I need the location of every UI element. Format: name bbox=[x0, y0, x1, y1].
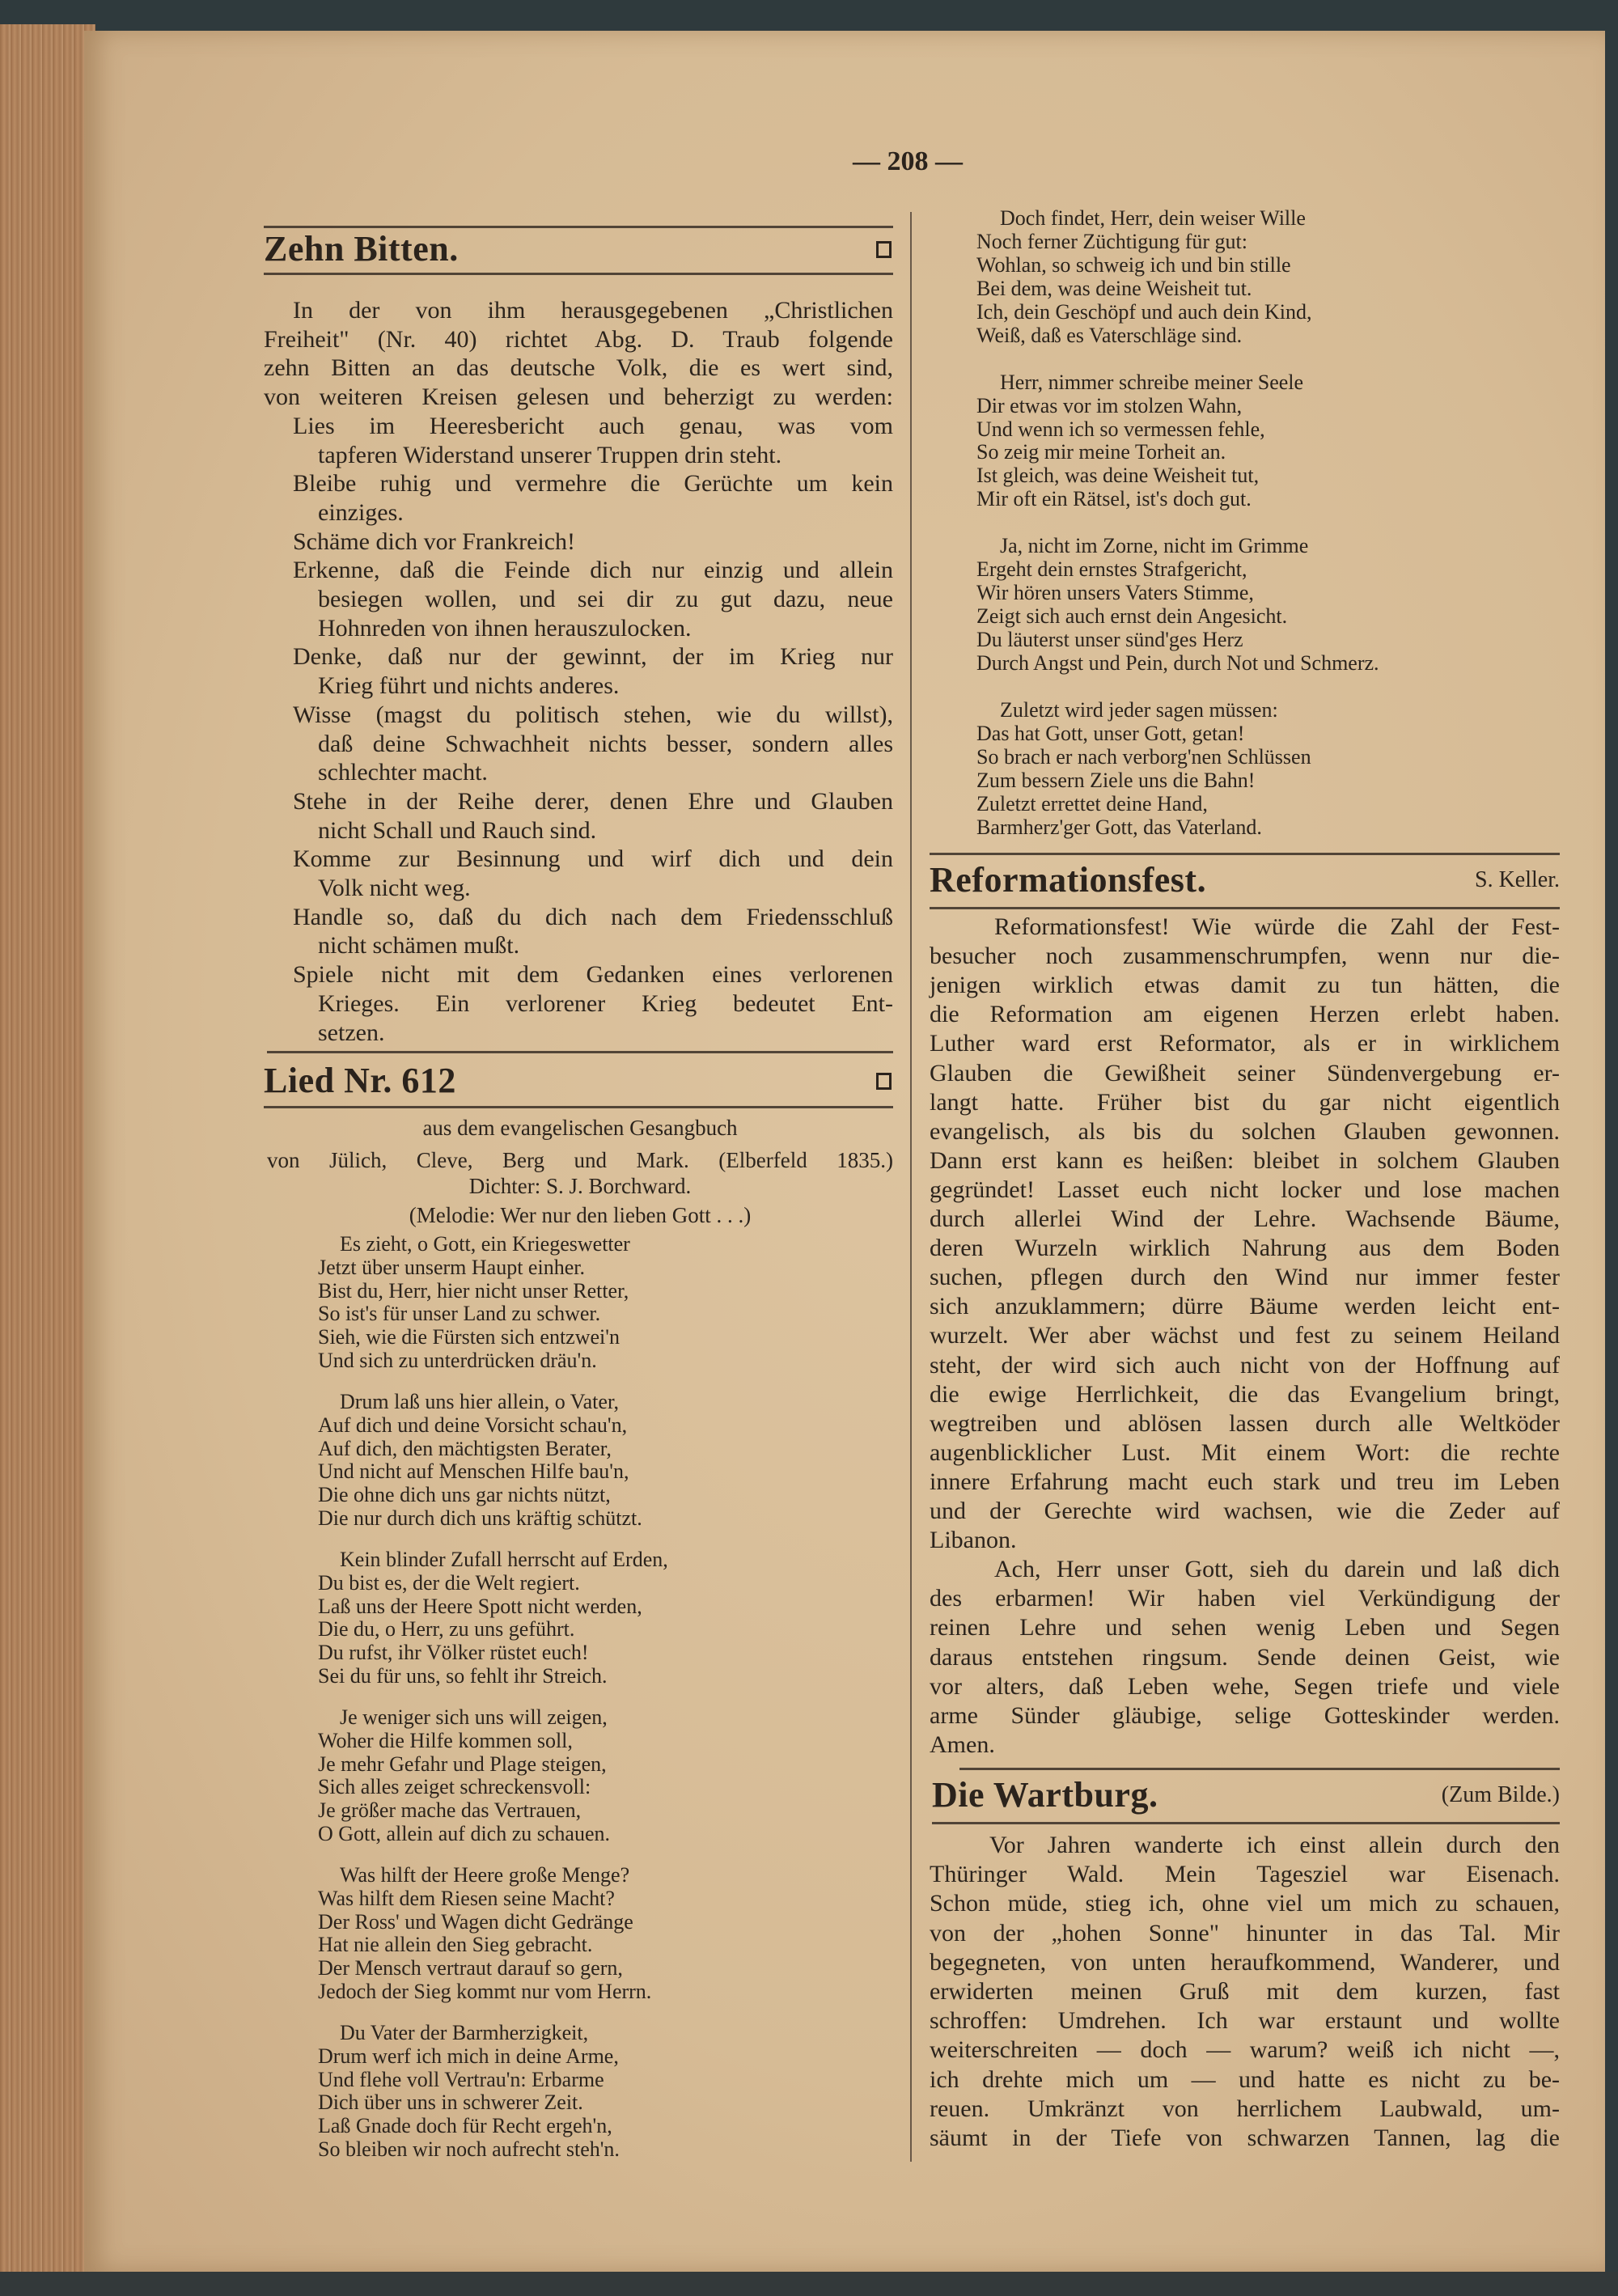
bitte-line: Krieges. Ein verlorener Krieg bedeutet Ent- bbox=[318, 989, 893, 1017]
song-verse-line: Doch findet, Herr, dein weiser Wille bbox=[1000, 206, 1306, 230]
bitte-line: Stehe in der Reihe derer, denen Ehre und Glauben bbox=[293, 787, 893, 815]
song-subtitle-line: von Jülich, Cleve, Berg und Mark. (Elberfeld 1835.) bbox=[267, 1148, 893, 1172]
bitte-line: Volk nicht weg. bbox=[318, 875, 471, 901]
wartburg-line: säumt in der Tiefe von schwarzen Tannen, lag die bbox=[930, 2124, 1560, 2151]
song-verse-line: Laß Gnade doch für Recht ergeh'n, bbox=[318, 2114, 612, 2138]
section-rule bbox=[930, 907, 1560, 909]
song-verse-line: Auf dich und deine Vorsicht schau'n, bbox=[318, 1413, 628, 1437]
reformationsfest-line: innere Erfahrung macht euch stark und treu im Leben bbox=[930, 1468, 1560, 1495]
wartburg-line: begegneten, von unten heraufkommend, Wanderer, und bbox=[930, 1948, 1560, 1976]
song-verse-line: Ja, nicht im Zorne, nicht im Grimme bbox=[1000, 534, 1309, 558]
bitte-line: tapferen Widerstand unserer Truppen drin steht. bbox=[318, 441, 782, 468]
reformationsfest-line: durch allerlei Wind der Lehre. Wachsende Bäume, bbox=[930, 1205, 1560, 1232]
song-verse-line: Du rufst, ihr Völker rüstet euch! bbox=[318, 1641, 589, 1665]
song-verse-line: Je weniger sich uns will zeigen, bbox=[340, 1705, 608, 1729]
song-verse-line: Auf dich, den mächtigsten Berater, bbox=[318, 1436, 612, 1460]
song-verse-line: Barmherz'ger Gott, das Vaterland. bbox=[976, 815, 1262, 839]
song-verse-line: Je mehr Gefahr und Plage steigen, bbox=[318, 1752, 607, 1776]
article-note: (Zum Bilde.) bbox=[1441, 1782, 1560, 1807]
intro-line: zehn Bitten an das deutsche Volk, die es wert sind, bbox=[264, 354, 893, 382]
song-verse-line: Das hat Gott, unser Gott, getan! bbox=[976, 722, 1245, 745]
wartburg-line: Vor Jahren wanderte ich einst allein durch den bbox=[989, 1832, 1560, 1858]
reformationsfest-line: Libanon. bbox=[930, 1527, 1017, 1554]
page-number: — 208 — bbox=[853, 146, 963, 176]
article-title-wartburg: Die Wartburg. bbox=[932, 1775, 1158, 1815]
song-verse-line: Wohlan, so schweig ich und bin stille bbox=[976, 252, 1291, 277]
bitte-line: Handle so, daß du dich nach dem Friedensschluß bbox=[293, 903, 893, 930]
song-subtitle-line: Dichter: S. J. Borchward. bbox=[468, 1174, 692, 1198]
song-verse-line: Jedoch der Sieg kommt nur vom Herrn. bbox=[318, 1980, 652, 2003]
song-verse-line: So zeig mir meine Torheit an. bbox=[976, 440, 1226, 464]
bitte-line: Denke, daß nur der gewinnt, der im Krieg nur bbox=[293, 643, 893, 671]
reformationsfest-line: vor alters, daß Leben wehe, Segen triefe und viele bbox=[930, 1672, 1560, 1700]
song-verse-line: Was hilft der Heere große Menge? bbox=[340, 1863, 630, 1887]
reformationsfest-line: suchen, pflegen durch den Wind nur immer fester bbox=[930, 1264, 1560, 1291]
song-subtitle-line: aus dem evangelischen Gesangbuch bbox=[422, 1116, 738, 1140]
reformationsfest-line: Ach, Herr unser Gott, sieh du darein und laß dich bbox=[994, 1556, 1560, 1583]
reformationsfest-line: Amen. bbox=[930, 1730, 995, 1758]
wartburg-line: ich drehte mich um — und hatte es nicht zu be- bbox=[930, 2065, 1560, 2093]
book-page-edges bbox=[0, 24, 95, 2281]
intro-line: Freiheit" (Nr. 40) richtet Abg. D. Traub folgende bbox=[264, 325, 893, 353]
song-verse-line: Hat nie allein den Sieg gebracht. bbox=[318, 1933, 593, 1957]
reformationsfest-line: jenigen wirklich etwas damit zu tun hätten, die bbox=[930, 972, 1560, 999]
song-verse-line: Herr, nimmer schreibe meiner Seele bbox=[1000, 370, 1304, 394]
wartburg-line: erwiderten meinen Gruß mit dem kurzen, fast bbox=[930, 1978, 1560, 2005]
reformationsfest-line: Glauben die Gewißheit seiner Sündenvergebung er- bbox=[930, 1059, 1560, 1087]
reformationsfest-line: und der Gerechte wird wachsen, wie die Zeder auf bbox=[930, 1497, 1560, 1524]
song-verse-line: Drum laß uns hier allein, o Vater, bbox=[340, 1390, 620, 1413]
intro-line: In der von ihm herausgegebenen „Christlichen bbox=[293, 297, 893, 324]
song-verse-line: Was hilft dem Riesen seine Macht? bbox=[318, 1886, 615, 1910]
reformationsfest-line: reinen Lehre und sehen wenig Leben und Segen bbox=[930, 1614, 1560, 1642]
song-verse-line: Und nicht auf Menschen Hilfe bau'n, bbox=[318, 1459, 629, 1484]
reformationsfest-line: Reformationsfest! Wie würde die Zahl der Fest- bbox=[994, 913, 1560, 940]
reformationsfest-line: langt hatte. Früher bist du gar nicht eigentlich bbox=[930, 1088, 1560, 1116]
bitte-line: Bleibe ruhig und vermehre die Gerüchte um kein bbox=[293, 470, 893, 498]
song-verse-line: Weiß, daß es Vaterschläge sind. bbox=[976, 323, 1243, 347]
song-verse-line: Dir etwas vor im stolzen Wahn, bbox=[976, 393, 1243, 417]
song-verse-line: Der Ross' und Wagen dicht Gedränge bbox=[318, 1909, 633, 1934]
song-verse-line: Sieh, wie die Fürsten sich entzwei'n bbox=[318, 1325, 620, 1349]
song-verse-line: Die nur durch dich uns kräftig schützt. bbox=[318, 1506, 642, 1530]
reformationsfest-line: augenblicklicher Lust. Mit einem Wort: die rechte bbox=[930, 1438, 1560, 1466]
song-verse-line: So brach er nach verborg'nen Schlüssen bbox=[976, 744, 1311, 769]
section-rule bbox=[930, 853, 1560, 855]
reformationsfest-line: Luther ward erst Reformator, als er in wirklichem bbox=[930, 1030, 1560, 1057]
wartburg-line: schroffen: Umdrehen. Ich war erstaunt und wollte bbox=[930, 2007, 1560, 2035]
wartburg-line: Schon müde, stieg ich, ohne viel um mich zu schauen, bbox=[930, 1890, 1560, 1917]
box-ornament-icon bbox=[876, 241, 892, 258]
song-verse-line: Sich alles zeiget schreckensvoll: bbox=[318, 1775, 591, 1799]
song-verse-line: Je größer mache das Vertrauen, bbox=[318, 1798, 582, 1823]
wartburg-line: reuen. Umkränzt von herrlichem Laubwald, um- bbox=[930, 2095, 1560, 2122]
song-verse-line: Durch Angst und Pein, durch Not und Schmerz. bbox=[976, 650, 1379, 675]
article-title-lied: Lied Nr. 612 bbox=[264, 1061, 456, 1100]
wartburg-line: weiterschreiten — doch — warum? weiß ich nicht —, bbox=[930, 2036, 1560, 2064]
intro-line: von weiteren Kreisen gelesen und beherzigt zu werden: bbox=[264, 383, 893, 411]
reformationsfest-line: wegtreiben und ablösen lassen durch alle Weltköder bbox=[930, 1409, 1560, 1437]
bitte-line: daß deine Schwachheit nichts besser, sondern alles bbox=[318, 730, 893, 757]
song-verse-line: O Gott, allein auf dich zu schauen. bbox=[318, 1822, 610, 1845]
reformationsfest-line: sich anzuklammern; dürre Bäume werden leicht ent- bbox=[930, 1293, 1560, 1320]
song-verse-line: Noch ferner Züchtigung für gut: bbox=[976, 229, 1248, 253]
column-divider bbox=[910, 212, 912, 2162]
bitte-line: Komme zur Besinnung und wirf dich und dein bbox=[293, 845, 893, 873]
reformationsfest-line: wurzelt. Wer aber wächst und fest zu seinem Heiland bbox=[930, 1322, 1560, 1349]
bitte-line: nicht Schall und Rauch sind. bbox=[318, 816, 597, 844]
song-verse-line: Sei du für uns, so fehlt ihr Streich. bbox=[318, 1664, 608, 1688]
song-verse-line: Laß uns der Heere Spott nicht werden, bbox=[318, 1594, 642, 1618]
bitte-line: Erkenne, daß die Feinde dich nur einzig und allein bbox=[293, 557, 893, 584]
song-verse-line: Bist du, Herr, hier nicht unser Retter, bbox=[318, 1278, 629, 1303]
song-subtitle-line: (Melodie: Wer nur den lieben Gott . . .) bbox=[409, 1203, 752, 1227]
song-verse-line: So bleiben wir noch aufrecht steh'n. bbox=[318, 2137, 620, 2161]
song-verse-line: Dich über uns in schwerer Zeit. bbox=[318, 2091, 583, 2115]
song-verse-line: Du bist es, der die Welt regiert. bbox=[318, 1570, 580, 1595]
wartburg-line: Thüringer Wald. Mein Tagesziel war Eisenach. bbox=[930, 1861, 1560, 1888]
song-verse-line: Mir oft ein Rätsel, ist's doch gut. bbox=[976, 487, 1252, 511]
song-verse-line: Kein blinder Zufall herrscht auf Erden, bbox=[340, 1548, 668, 1571]
reformationsfest-line: deren Wurzeln wirklich Nahrung aus dem Boden bbox=[930, 1235, 1560, 1262]
article-author: S. Keller. bbox=[1475, 867, 1560, 892]
song-verse-line: Die du, o Herr, zu uns geführt. bbox=[318, 1617, 575, 1642]
song-verse-line: Zuletzt wird jeder sagen müssen: bbox=[1000, 698, 1278, 722]
box-ornament-icon bbox=[876, 1073, 892, 1090]
bitte-line: Spiele nicht mit dem Gedanken eines verlorenen bbox=[293, 961, 893, 989]
section-rule bbox=[959, 1768, 1560, 1770]
song-verse-line: Wir hören unsers Vaters Stimme, bbox=[976, 581, 1254, 605]
bitte-line: Wisse (magst du politisch stehen, wie du willst), bbox=[293, 701, 893, 728]
reformationsfest-line: des erbarmen! Wir haben viel Verkündigung der bbox=[930, 1585, 1560, 1612]
song-verse-line: Und flehe voll Vertrau'n: Erbarme bbox=[318, 2067, 604, 2091]
bitte-line: Krieg führt und nichts anderes. bbox=[318, 672, 620, 700]
song-verse-line: Du läuterst unser sünd'ges Herz bbox=[976, 628, 1243, 651]
song-verse-line: Zeigt sich auch ernst dein Angesicht. bbox=[976, 604, 1288, 629]
bitte-line: nicht schämen mußt. bbox=[318, 932, 520, 959]
song-verse-line: Es zieht, o Gott, ein Kriegeswetter bbox=[340, 1232, 630, 1256]
bitte-line: einziges. bbox=[318, 498, 404, 526]
section-rule bbox=[264, 226, 893, 228]
section-rule bbox=[264, 273, 893, 275]
section-rule bbox=[264, 1106, 893, 1108]
bitte-line: schlechter macht. bbox=[318, 759, 488, 786]
song-verse-line: Und wenn ich so vermessen fehle, bbox=[976, 417, 1265, 441]
song-verse-line: Und sich zu unterdrücken dräu'n. bbox=[318, 1349, 597, 1372]
bitte-line: Hohnreden von ihnen herauszulocken. bbox=[318, 614, 692, 642]
reformationsfest-line: steht, der wird sich auch nicht von der Hoffnung auf bbox=[930, 1351, 1560, 1379]
reformationsfest-line: die Reformation am eigenen Herzen erlebt haben. bbox=[930, 1001, 1560, 1028]
song-verse-line: Du Vater der Barmherzigkeit, bbox=[340, 2021, 589, 2044]
song-verse-line: So ist's für unser Land zu schwer. bbox=[318, 1302, 601, 1326]
reformationsfest-line: arme Sünder gläubige, selige Gotteskinder werden. bbox=[930, 1701, 1560, 1729]
song-verse-line: Jetzt über unserm Haupt einher. bbox=[318, 1255, 585, 1279]
reformationsfest-line: evangelisch, als bis du solchen Glauben gewonnen. bbox=[930, 1117, 1560, 1145]
song-verse-line: Ergeht dein ernstes Strafgericht, bbox=[976, 557, 1247, 582]
bitte-line: setzen. bbox=[318, 1019, 385, 1046]
song-verse-line: Bei dem, was deine Weisheit tut. bbox=[976, 276, 1252, 300]
reformationsfest-line: daraus entstehen ringsum. Sende deinen Geist, wie bbox=[930, 1643, 1560, 1671]
song-verse-line: Ich, dein Geschöpf und auch dein Kind, bbox=[976, 299, 1312, 324]
wartburg-line: von der „hohen Sonne" hinunter in das Tal. Mir bbox=[930, 1919, 1560, 1947]
reformationsfest-line: die ewige Herrlichkeit, die das Evangelium bringt, bbox=[930, 1380, 1560, 1408]
song-verse-line: Die ohne dich uns gar nichts nützt, bbox=[318, 1483, 611, 1507]
song-verse-line: Zum bessern Ziele uns die Bahn! bbox=[976, 768, 1256, 792]
reformationsfest-line: gegründet! Lasset euch nicht locker und lose machen bbox=[930, 1176, 1560, 1203]
bitte-line: Lies im Heeresbericht auch genau, was vom bbox=[293, 412, 893, 439]
song-verse-line: Ist gleich, was deine Weisheit tut, bbox=[976, 464, 1260, 488]
song-verse-line: Zuletzt errettet deine Hand, bbox=[976, 791, 1208, 815]
bitte-line: besiegen wollen, und sei dir zu gut dazu, neue bbox=[318, 586, 893, 612]
section-rule bbox=[932, 1822, 1560, 1824]
reformationsfest-line: Dann erst kann es heißen: bleibet in solchem Glauben bbox=[930, 1146, 1560, 1174]
bitte-line: Schäme dich vor Frankreich! bbox=[293, 527, 576, 555]
song-verse-line: Der Mensch vertraut darauf so gern, bbox=[318, 1956, 623, 1980]
article-title-reformationsfest: Reformationsfest. bbox=[930, 860, 1207, 900]
article-title-zehn-bitten: Zehn Bitten. bbox=[264, 229, 459, 269]
song-verse-line: Woher die Hilfe kommen soll, bbox=[318, 1728, 573, 1752]
song-verse-line: Drum werf ich mich in deine Arme, bbox=[318, 2044, 619, 2068]
scan-background bbox=[0, 2272, 1618, 2296]
section-rule bbox=[267, 1051, 893, 1053]
reformationsfest-line: besucher noch zusammenschrumpfen, wenn nur die- bbox=[930, 943, 1560, 970]
